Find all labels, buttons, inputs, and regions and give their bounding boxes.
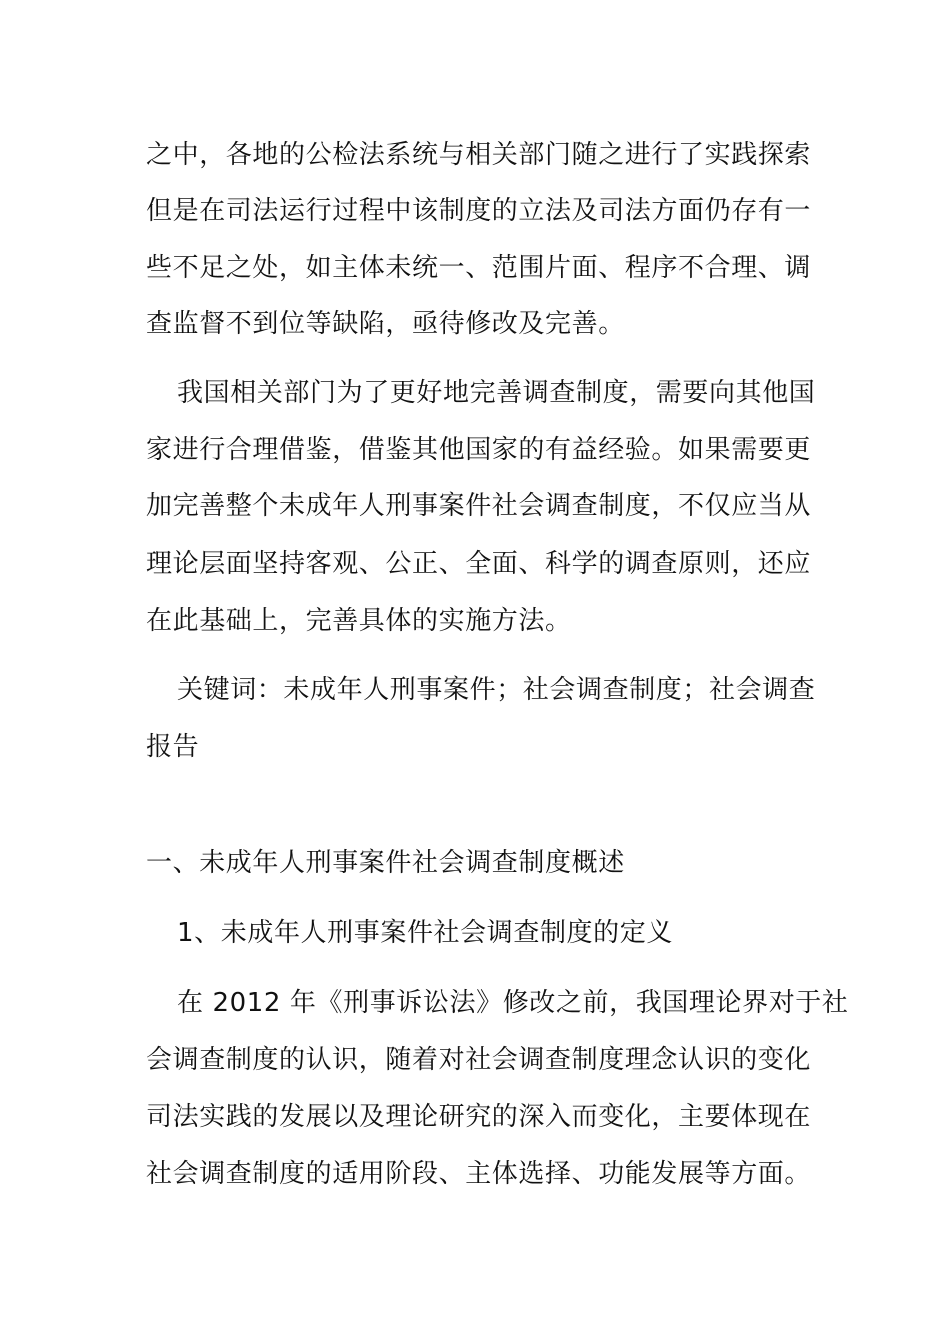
paragraph-1-line-1: 之中，各地的公检法系统与相关部门随之进行了实践探索: [146, 140, 812, 170]
paragraph-1-line-2: 但是在司法运行过程中该制度的立法及司法方面仍存有一: [146, 196, 812, 226]
subsection-heading: 1、未成年人刑事案件社会调查制度的定义: [177, 918, 673, 948]
section-heading: 一、未成年人刑事案件社会调查制度概述: [146, 848, 625, 878]
paragraph-2-line-4: 理论层面坚持客观、公正、全面、科学的调查原则，还应: [146, 549, 812, 579]
paragraph-3-line-3: 司法实践的发展以及理论研究的深入而变化，主要体现在: [146, 1102, 812, 1132]
paragraph-1-line-3: 些不足之处，如主体未统一、范围片面、程序不合理、调: [146, 253, 812, 283]
paragraph-2-line-5: 在此基础上，完善具体的实施方法。: [146, 606, 572, 636]
paragraph-3-line-2: 会调查制度的认识，随着对社会调查制度理念认识的变化: [146, 1045, 812, 1075]
paragraph-2-line-1: 我国相关部门为了更好地完善调查制度，需要向其他国: [177, 378, 816, 408]
paragraph-3-line-4: 社会调查制度的适用阶段、主体选择、功能发展等方面。: [146, 1159, 812, 1189]
keywords-line-2: 报告: [146, 732, 200, 762]
paragraph-1-line-4: 查监督不到位等缺陷，亟待修改及完善。: [146, 309, 625, 339]
keywords-line-1: 关键词：未成年人刑事案件；社会调查制度；社会调查: [177, 675, 816, 705]
paragraph-2-line-2: 家进行合理借鉴，借鉴其他国家的有益经验。如果需要更: [146, 435, 812, 465]
paragraph-3-line-1: 在 2012 年《刑事诉讼法》修改之前，我国理论界对于社: [177, 988, 849, 1018]
paragraph-2-line-3: 加完善整个未成年人刑事案件社会调查制度，不仅应当从: [146, 491, 812, 521]
